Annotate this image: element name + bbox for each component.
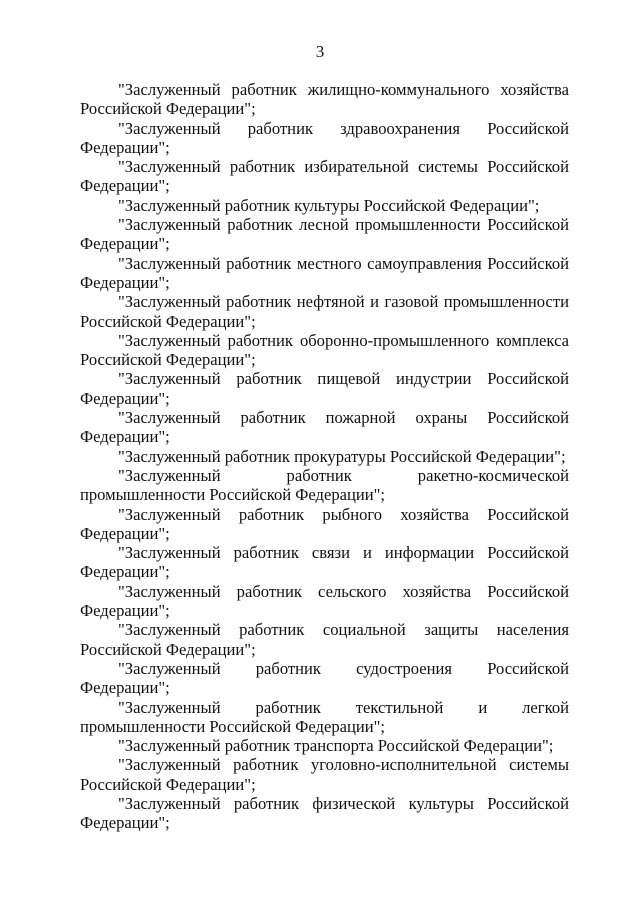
list-item: "Заслуженный работник пищевой индустрии Российской Федерации"; [80,369,569,408]
list-item: "Заслуженный работник нефтяной и газовой промышленности Российской Федерации"; [80,292,569,331]
list-item: "Заслуженный работник здравоохранения Российской Федерации"; [80,118,569,157]
list-item: "Заслуженный работник уголовно-исполнительной системы Российской Федерации"; [80,755,569,794]
list-item: "Заслуженный работник физической культуры Российской Федерации"; [80,793,569,833]
list-item: "Заслуженный работник избирательной системы Российской Федерации"; [80,157,569,196]
list-item: "Заслуженный работник оборонно-промышленного комплекса Российской Федерации"; [80,330,569,370]
list-item: "Заслуженный работник судостроения Российской Федерации"; [80,658,569,698]
list-item: "Заслуженный работник прокуратуры Российской Федерации"; [118,446,566,466]
list-item: "Заслуженный работник культуры Российской Федерации"; [118,195,540,215]
list-item: "Заслуженный работник транспорта Российской Федерации"; [118,736,554,756]
list-item: "Заслуженный работник пожарной охраны Российской Федерации"; [80,408,569,447]
list-item: "Заслуженный работник местного самоуправления Российской Федерации"; [80,253,569,292]
list-item: "Заслуженный работник лесной промышленности Российской Федерации"; [80,215,569,254]
list-item: "Заслуженный работник сельского хозяйства Российской Федерации"; [80,581,569,621]
list-item: "Заслуженный работник связи и информации Российской Федерации"; [80,543,569,582]
list-item: "Заслуженный работник жилищно-коммунального хозяйства Российской Федерации"; [80,80,569,119]
list-item: "Заслуженный работник текстильной и легкой промышленности Российской Федерации"; [80,697,569,736]
list-item: "Заслуженный работник социальной защиты населения Российской Федерации"; [80,620,569,659]
page-number: 3 [315,42,325,61]
title-list [80,80,569,833]
list-item: "Заслуженный работник ракетно-космической промышленности Российской Федерации"; [80,465,569,505]
list-item: "Заслуженный работник рыбного хозяйства Российской Федерации"; [80,504,569,543]
